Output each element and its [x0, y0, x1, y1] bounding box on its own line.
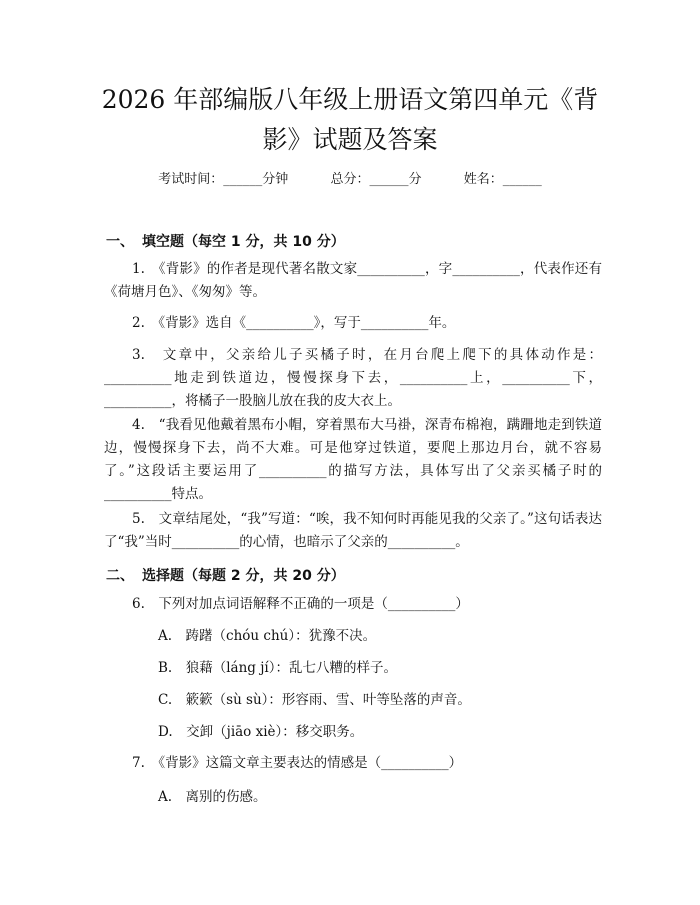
section-title: 填空题（每空 1 分，共 10 分） [142, 234, 345, 250]
question-7: 7. 《背影》这篇文章主要表达的情感是（__________） [132, 755, 463, 771]
section-title: 选择题（每题 2 分，共 20 分） [142, 568, 345, 584]
q6-option-a: A. 踌躇（chóu chú）：犹豫不决。 [158, 628, 377, 644]
question-1: 1. 《背影》的作者是现代著名散文家__________，字__________，代表作还有《荷塘月色》、《匆匆》等。 [104, 261, 602, 300]
question-2: 2. 《背影》选自《__________》，写于__________年。 [132, 315, 456, 331]
question-6: 6. 下列对加点词语解释不正确的一项是（__________） [132, 596, 469, 612]
question-5: 5. 文章结尾处，“我”写道：“唉，我不知何时再能见我的父亲了。”这句话表达了“我”当时__________的心情，也暗示了父亲的__________。 [104, 511, 602, 550]
q6-option-d: D. 交卸（jiāo xiè）：移交职务。 [158, 724, 364, 740]
q6-option-c: C. 簌簌（sù sù）：形容雨、雪、叶等坠落的声音。 [158, 692, 471, 708]
q7-option-a: A. 离别的伤感。 [158, 789, 267, 805]
question-4: 4. “我看见他戴着黑布小帽，穿着黑布大马褂，深青布棉袍，蹒跚地走到铁道边，慢慢探身下去，尚不大难。可是他穿过铁道，要爬上那边月台，就不容易了。”这段话主要运用了__________的描写方法，具体写出了父亲买橘子时的__________特点。 [104, 417, 602, 502]
document-title [80, 80, 620, 160]
exam-info [0, 168, 700, 187]
student-name-label: 姓名：______ [463, 172, 542, 187]
exam-time-label: 考试时间：______分钟 [158, 172, 289, 187]
section-number: 一、 [106, 234, 134, 250]
total-score-label: 总分：______分 [330, 172, 422, 187]
title-line-1: 2026 年部编版八年级上册语文第四单元《背 [101, 85, 599, 114]
section-heading-fill-in [106, 231, 345, 251]
q6-option-b: B. 狼藉（láng jí）：乱七八糟的样子。 [158, 660, 397, 676]
section-heading-multiple-choice [106, 565, 345, 585]
title-line-2: 影》试题及答案 [262, 125, 438, 154]
question-3: 3. 文章中，父亲给儿子买橘子时，在月台爬上爬下的具体动作是：__________地走到铁道边，慢慢探身下去，__________上，__________下，__________，将橘子一股脑儿放在我的皮大衣上。 [104, 347, 602, 409]
section-number: 二、 [106, 568, 134, 584]
